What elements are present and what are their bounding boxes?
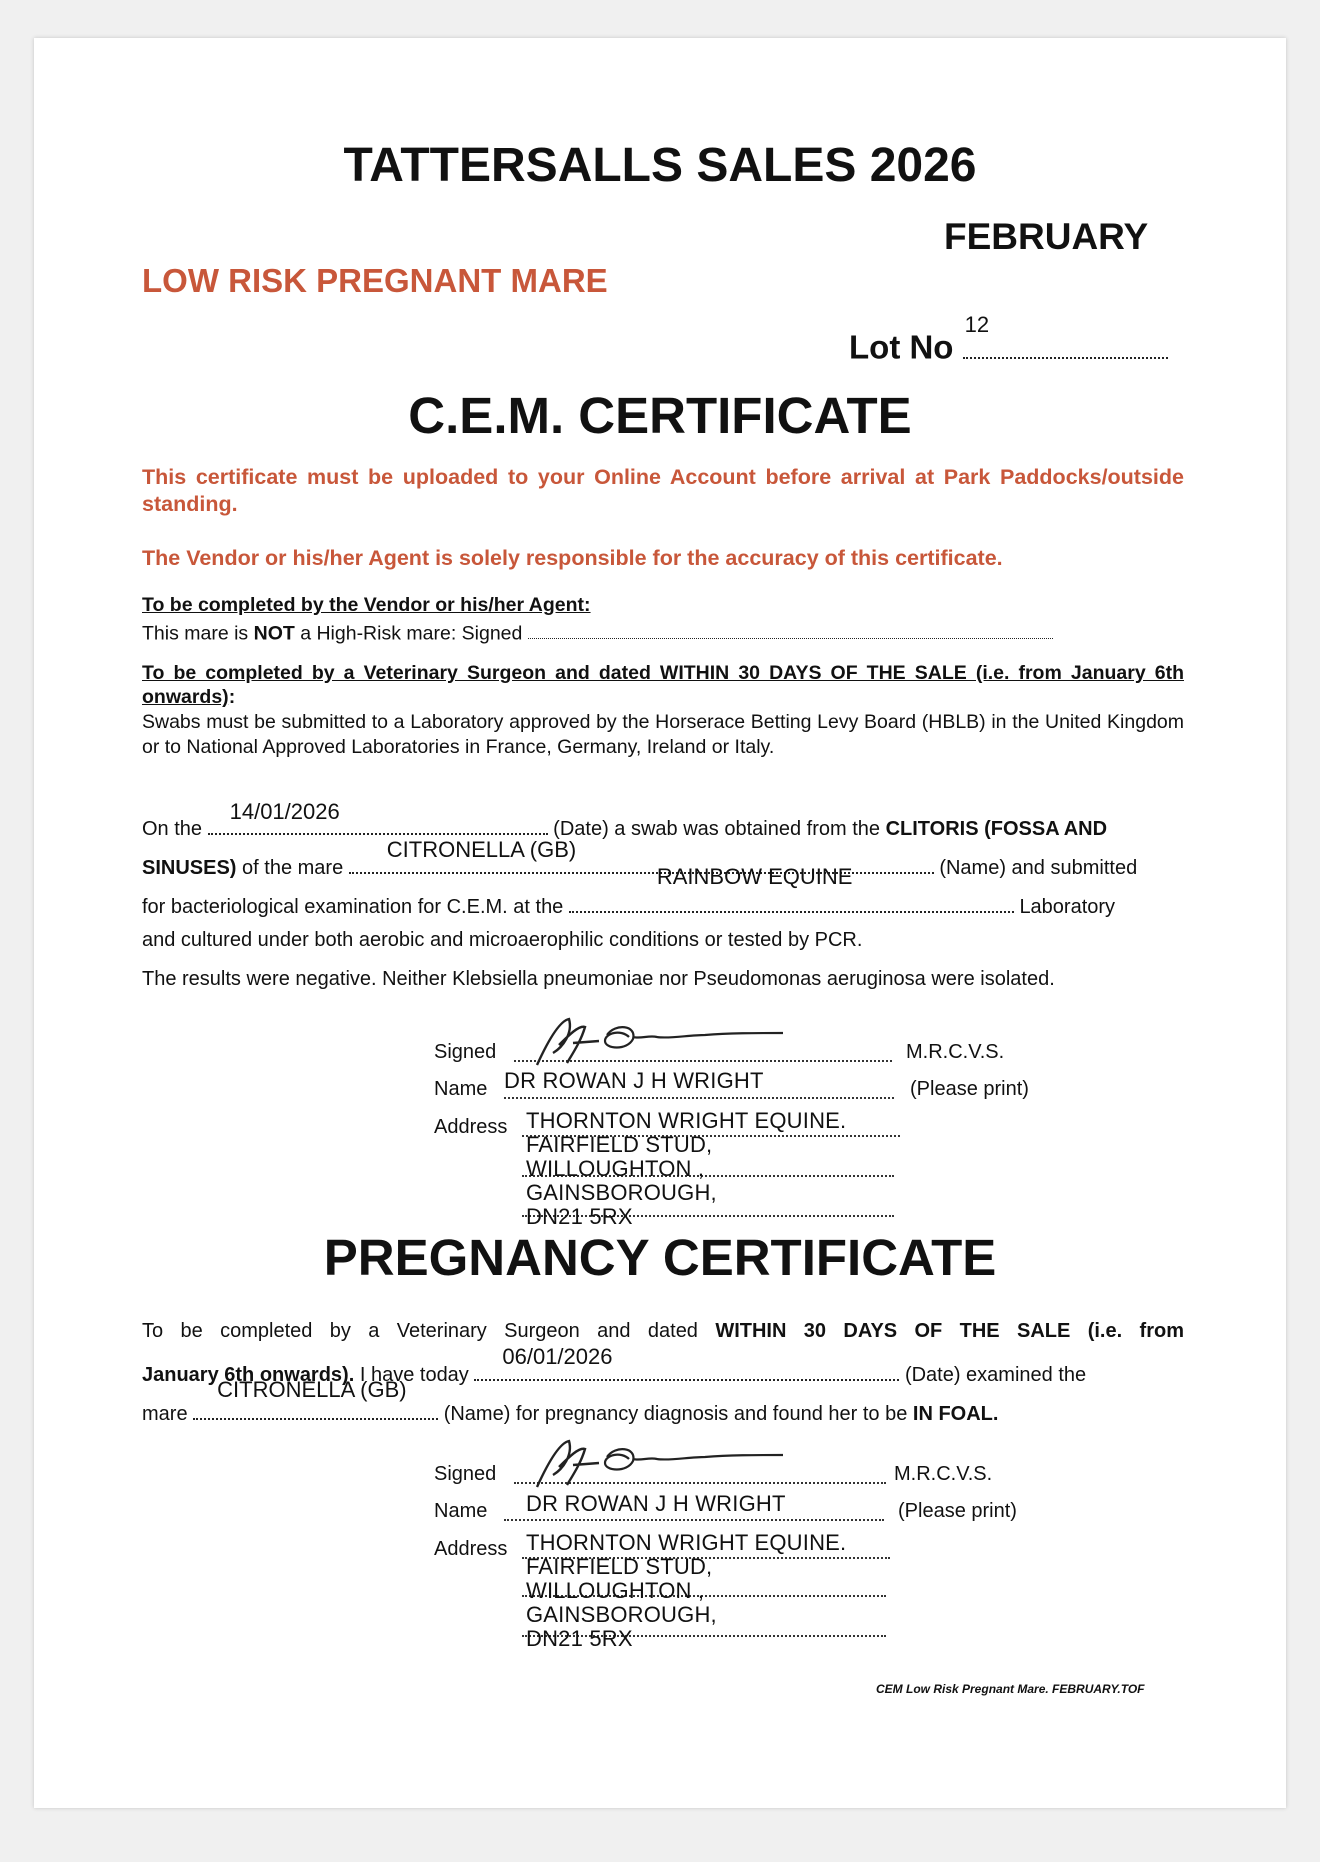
cem-vet-name: DR ROWAN J H WRIGHT	[504, 1068, 764, 1093]
vet-section-heading	[142, 661, 1184, 709]
swabs-requirement: Swabs must be submitted to a Laboratory approved by the Horserace Betting Levy Board (HBLB) in the United Kingdom or to National Approved Laboratories in France, Germany, Ireland or Italy.	[142, 711, 1184, 758]
preg-line2-text: I have today	[359, 1364, 469, 1386]
cem-name-label: Name	[434, 1078, 488, 1100]
cem-address-3: WILLOUGHTON ,	[526, 1156, 705, 1181]
lot-number-field	[849, 312, 1168, 367]
laboratory-value: RAINBOW EQUINE	[656, 864, 853, 889]
on-the-label: On the	[142, 818, 203, 840]
vet-heading-colon: :	[228, 686, 236, 708]
preg-line3-mare: mare	[142, 1403, 188, 1425]
cem-heading: C.E.M. CERTIFICATE	[408, 387, 912, 444]
preg-name-label: Name	[434, 1500, 488, 1522]
date-suffix-label: (Date) a swab was obtained from the	[553, 818, 880, 840]
vendor-section-heading: To be completed by the Vendor or his/her Agent:	[142, 594, 591, 616]
exam-date-value: 06/01/2026	[502, 1344, 613, 1369]
preg-mare-name-value: CITRONELLA (GB)	[217, 1377, 407, 1402]
cem-signed-label: Signed	[434, 1041, 497, 1063]
pregnancy-line-3	[142, 1377, 999, 1426]
preg-line2-bold: January 6th onwards).	[142, 1364, 355, 1386]
sale-month: FEBRUARY	[944, 216, 1149, 257]
document-title: TATTERSALLS SALES 2026	[343, 139, 977, 192]
sinuses-label: SINUSES)	[142, 857, 237, 879]
laboratory-field[interactable]	[569, 864, 1014, 913]
preg-please-print: (Please print)	[898, 1500, 1017, 1522]
laboratory-label: Laboratory	[1019, 896, 1116, 918]
certificate-page	[34, 38, 1286, 1808]
cem-mrcvs-label: M.R.C.V.S.	[906, 1041, 1005, 1063]
vendor-declaration	[142, 618, 1142, 646]
preg-address-2: FAIRFIELD STUD,	[526, 1554, 713, 1579]
preg-line3-text: (Name) for pregnancy diagnosis and found her to be	[443, 1403, 908, 1425]
preg-address-1: THORNTON WRIGHT EQUINE.	[526, 1530, 847, 1555]
responsibility-notice: The Vendor or his/her Agent is solely responsible for the accuracy of this certificate.	[142, 546, 1003, 570]
cem-please-print: (Please print)	[910, 1078, 1029, 1100]
footer-reference: CEM Low Risk Pregnant Mare. FEBRUARY.TOF	[876, 1682, 1145, 1696]
preg-in-foal: IN FOAL.	[912, 1403, 999, 1425]
preg-vet-name: DR ROWAN J H WRIGHT	[526, 1491, 786, 1516]
exam-date-field[interactable]	[474, 1344, 899, 1381]
cem-signature-svg	[529, 1013, 789, 1073]
preg-line1-text: To be completed by a Veterinary Surgeon and dated	[142, 1320, 698, 1342]
preg-address-label: Address	[434, 1538, 508, 1560]
cultured-text: and cultured under both aerobic and microaerophilic conditions or tested by PCR.	[142, 929, 863, 951]
preg-line1-bold: WITHIN 30 DAYS OF THE SALE (i.e. from	[715, 1320, 1184, 1342]
upload-notice: This certificate must be uploaded to your Online Account before arrival at Park Paddocks/outside standing.	[142, 465, 1184, 516]
preg-address-4: GAINSBOROUGH,	[526, 1602, 717, 1627]
for-bact-label: for bacteriological examination for C.E.M. at the	[142, 896, 564, 918]
preg-mare-name-field[interactable]	[193, 1377, 438, 1420]
mare-name-value: CITRONELLA (GB)	[386, 837, 577, 862]
vendor-line-text: This mare is	[142, 622, 254, 645]
preg-line2-post: (Date) examined the	[904, 1364, 1087, 1386]
cem-name-line[interactable]	[504, 1097, 894, 1099]
preg-name-line[interactable]	[504, 1519, 884, 1521]
cem-address-4: GAINSBOROUGH,	[526, 1180, 717, 1205]
results-text: The results were negative. Neither Klebsiella pneumoniae nor Pseudomonas aeruginosa were isolated.	[142, 968, 1055, 990]
of-the-mare-label: of the mare	[242, 857, 344, 879]
swab-date-value: 14/01/2026	[229, 799, 340, 824]
swab-date-row	[142, 799, 1184, 841]
cem-address-2: FAIRFIELD STUD,	[526, 1132, 713, 1157]
preg-signature-svg	[529, 1435, 789, 1495]
vendor-line-not: NOT	[253, 622, 295, 645]
vet-heading-text	[142, 661, 1184, 709]
cem-address-5: DN21 5RX	[526, 1204, 633, 1229]
vendor-line-signed: a High-Risk mare: Signed	[294, 622, 523, 645]
name-submitted-label: (Name) and submitted	[939, 857, 1138, 879]
swab-date-field[interactable]	[208, 799, 548, 835]
mare-category: LOW RISK PREGNANT MARE	[142, 262, 608, 299]
preg-signed-label: Signed	[434, 1463, 497, 1485]
cem-address-label: Address	[434, 1116, 508, 1138]
preg-address-5: DN21 5RX	[526, 1626, 633, 1651]
lot-label: Lot No	[849, 328, 954, 366]
lot-value: 12	[964, 312, 990, 337]
pregnancy-heading: PREGNANCY CERTIFICATE	[323, 1229, 997, 1286]
preg-mrcvs-label: M.R.C.V.S.	[894, 1463, 993, 1485]
preg-address-3: WILLOUGHTON ,	[526, 1578, 705, 1603]
pregnancy-line-1	[142, 1320, 1184, 1343]
vet-heading-bind: To be completed by a Veterinary Surgeon and dated WITHIN 30 DAYS OF THE SALE (i.e. from January 6th onwards)	[142, 662, 1184, 708]
clitoris-label: CLITORIS (FOSSA AND	[885, 818, 1108, 840]
mare-name-row	[142, 837, 1138, 880]
cem-address-1: THORNTON WRIGHT EQUINE.	[526, 1108, 847, 1133]
vendor-signature-line[interactable]	[528, 618, 1053, 639]
